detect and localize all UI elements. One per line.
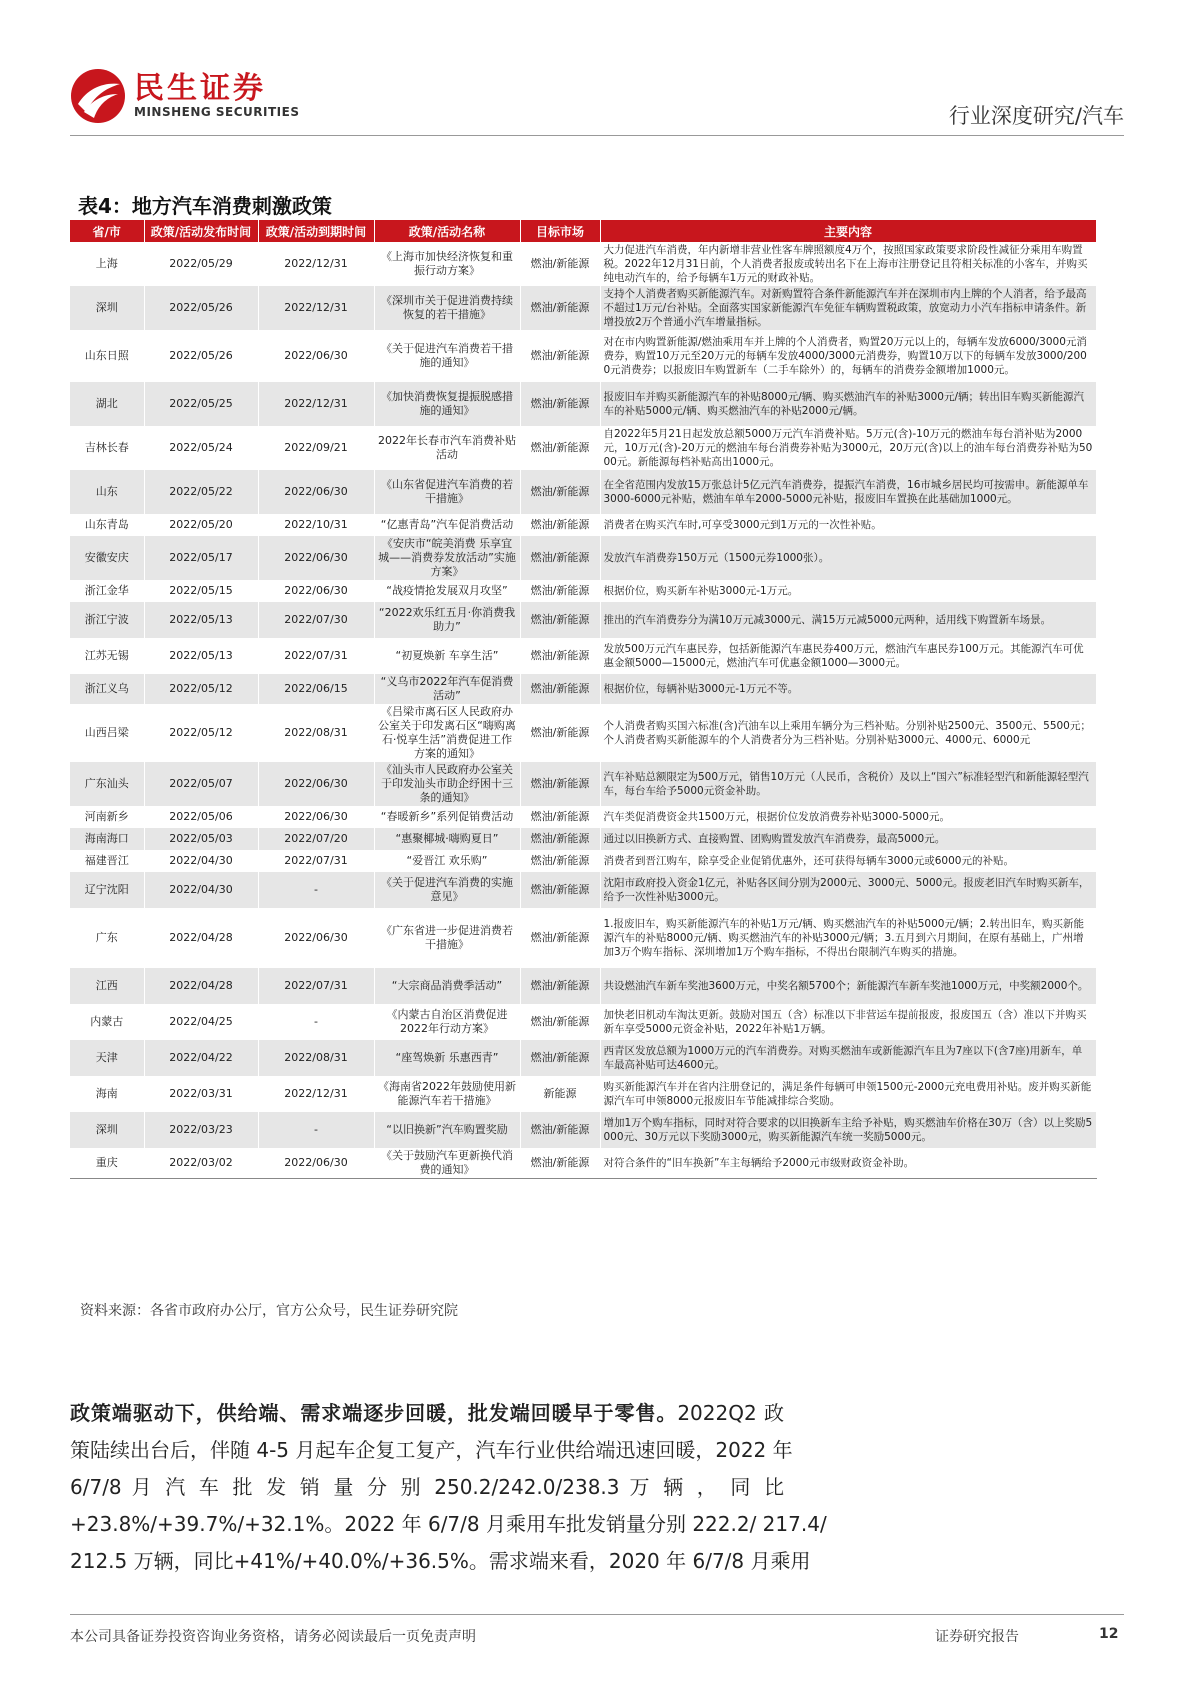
region-cell: 上海 [70,242,144,286]
policy-name-cell: 《海南省2022年鼓励使用新能源汽车若干措施》 [374,1076,520,1112]
content-cell: 通过以旧换新方式、直接购置、团购购置发放汽车消费券，最高5000元。 [600,828,1096,850]
end-date-cell: 2022/07/31 [258,638,374,674]
region-cell: 山东 [70,470,144,514]
region-cell: 内蒙古 [70,1004,144,1040]
end-date-cell: 2022/06/30 [258,470,374,514]
region-cell: 浙江宁波 [70,602,144,638]
end-date-cell: - [258,1112,374,1148]
region-cell: 重庆 [70,1148,144,1179]
target-market-cell: 燃油/新能源 [520,704,600,762]
source-note: 资料来源：各省市政府办公厅，官方公众号，民生证券研究院 [80,1303,458,1319]
region-cell: 深圳 [70,286,144,330]
content-cell: 消费者到晋江购车，除享受企业促销优惠外，还可获得每辆车3000元或6000元的补贴。 [600,850,1096,872]
release-date-cell: 2022/05/07 [144,762,258,806]
table-title: 表4：地方汽车消费刺激政策 [78,194,332,218]
table-row [70,1004,1096,1040]
target-market-cell: 燃油/新能源 [520,638,600,674]
region-cell: 浙江义乌 [70,674,144,704]
release-date-cell: 2022/05/12 [144,674,258,704]
table-row [70,470,1096,514]
end-date-cell: 2022/06/30 [258,536,374,580]
policy-name-cell: “大宗商品消费季活动” [374,968,520,1004]
region-cell: 江苏无锡 [70,638,144,674]
content-cell: 共设燃油汽车新车奖池3600万元，中奖名额5700个；新能源汽车新车奖池1000万元，中奖额2000个。 [600,968,1096,1004]
end-date-cell: 2022/06/30 [258,806,374,828]
content-cell: 增加1万个购车指标，同时对符合要求的以旧换新车主给予补贴，购买燃油车价格在30万（含）以上奖励5000元、30万元以下奖励3000元，购买新能源汽车统一奖励5000元。 [600,1112,1096,1148]
table-row [70,330,1096,382]
end-date-cell: 2022/07/30 [258,602,374,638]
target-market-cell: 燃油/新能源 [520,1040,600,1076]
release-date-cell: 2022/05/29 [144,242,258,286]
content-cell: 1.报废旧车，购买新能源汽车的补贴1万元/辆、购买燃油汽车的补贴5000元/辆；2.转出旧车，购买新能源汽车的补贴8000元/辆、购买燃油汽车的补贴3000元/辆；3.五月到六月期间，在原有基础上，广州增加3万个购车指标、深圳增加1万个购车指标，不得出台限制汽车购买的措施。 [600,908,1096,968]
content-cell: 加快老旧机动车淘汰更新。鼓励对国五（含）标准以下非营运车提前报废，报废国五（含）准以下并购买新车享受5000元资金补贴，2022年补贴1万辆。 [600,1004,1096,1040]
paragraph-line-3: +23.8%/+39.7%/+32.1%。2022 年 6/7/8 月乘用车批发销量分别 222.2/ 217.4/ [70,1512,827,1536]
table-row [70,872,1096,908]
content-cell: 支持个人消费者购买新能源汽车。对新购置符合条件新能源汽车并在深圳市内上牌的个人消者，给予最高不超过1万元/台补贴。全面落实国家新能源汽车免征车辆购置税政策，放宽动力小汽车指标申请条件。新增投放2万个普通小汽车增量指标。 [600,286,1096,330]
paragraph-lead: 政策端驱动下，供给端、需求端逐步回暖，批发端回暖早于零售。 [70,1401,678,1425]
policy-name-cell: “春暖新乡”系列促销费活动 [374,806,520,828]
table-row [70,514,1096,536]
table-row [70,1040,1096,1076]
table-row [70,968,1096,1004]
logo-chinese-name: 民生证券 [134,71,266,106]
table-row [70,602,1096,638]
policy-name-cell: 《安庆市“皖美消费 乐享宜城——消费券发放活动”实施方案》 [374,536,520,580]
table-row [70,850,1096,872]
table-row [70,1076,1096,1112]
content-cell: 消费者在购买汽车时,可享受3000元到1万元的一次性补贴。 [600,514,1096,536]
content-cell: 推出的汽车消费券分为满10万元减3000元、满15万元减5000元两种，适用线下购置新车场景。 [600,602,1096,638]
body-paragraph [70,1395,827,1580]
region-cell: 山东青岛 [70,514,144,536]
end-date-cell: 2022/08/31 [258,1040,374,1076]
region-cell: 天津 [70,1040,144,1076]
release-date-cell: 2022/03/02 [144,1148,258,1179]
header-divider [70,135,1124,136]
policy-name-cell: “义乌市2022年汽车促消费活动” [374,674,520,704]
table-row [70,382,1096,426]
page-number: 12 [1099,1626,1119,1642]
target-market-cell: 燃油/新能源 [520,382,600,426]
column-header: 目标市场 [520,220,600,242]
table-row [70,638,1096,674]
policy-name-cell: “战疫情抢发展双月攻坚” [374,580,520,602]
content-cell: 发放500万元汽车惠民券，包括新能源汽车惠民券400万元，燃油汽车惠民券100万元。其能源汽车可优惠金额5000—15000元，燃油汽车可优惠金额1000—3000元。 [600,638,1096,674]
paragraph-line-4: 212.5 万辆，同比+41%/+40.0%/+36.5%。需求端来看，2020 年 6/7/8 月乘用 [70,1549,811,1573]
release-date-cell: 2022/05/26 [144,330,258,382]
table-row [70,286,1096,330]
minsheng-logo-icon [70,68,126,124]
content-cell: 根据价位，购买新车补贴3000元-1万元。 [600,580,1096,602]
release-date-cell: 2022/05/12 [144,704,258,762]
target-market-cell: 燃油/新能源 [520,850,600,872]
policy-name-cell: 《山东省促进汽车消费的若干措施》 [374,470,520,514]
column-header: 政策/活动到期时间 [258,220,374,242]
target-market-cell: 燃油/新能源 [520,872,600,908]
end-date-cell: 2022/12/31 [258,242,374,286]
release-date-cell: 2022/05/26 [144,286,258,330]
footer-report-type: 证券研究报告 [935,1629,1019,1645]
release-date-cell: 2022/04/30 [144,850,258,872]
region-cell: 河南新乡 [70,806,144,828]
end-date-cell: 2022/08/31 [258,704,374,762]
target-market-cell: 燃油/新能源 [520,470,600,514]
table-row [70,828,1096,850]
footer-disclaimer: 本公司具备证券投资咨询业务资格，请务必阅读最后一页免责声明 [70,1629,476,1645]
target-market-cell: 燃油/新能源 [520,762,600,806]
target-market-cell: 燃油/新能源 [520,242,600,286]
end-date-cell: 2022/06/30 [258,330,374,382]
minsheng-logo [70,68,300,124]
policy-name-cell: “惠聚椰城·嗨购夏日” [374,828,520,850]
table-row [70,674,1096,704]
column-header: 政策/活动发布时间 [144,220,258,242]
end-date-cell: 2022/12/31 [258,286,374,330]
release-date-cell: 2022/05/13 [144,602,258,638]
target-market-cell: 燃油/新能源 [520,674,600,704]
table-row [70,1112,1096,1148]
content-cell: 自2022年5月21日起发放总额5000万元汽车消费补贴。5万元(含)-10万元的燃油车每台消补贴为2000元，10万元(含)-20万元的燃油车每台消费券补贴为3000元，20万元(含)以上的油车每台消费券补贴为5000元。新能源每档补贴高出1000元。 [600,426,1096,470]
release-date-cell: 2022/05/03 [144,828,258,850]
release-date-cell: 2022/05/13 [144,638,258,674]
policy-name-cell: 《关于促进汽车消费的实施意见》 [374,872,520,908]
content-cell: 购买新能源汽车并在省内注册登记的，满足条件每辆可申领1500元-2000元充电费用补贴。废并购买新能源汽车可申领8000元报废旧车节能减排综合奖励。 [600,1076,1096,1112]
table-row [70,536,1096,580]
end-date-cell: 2022/09/21 [258,426,374,470]
column-header: 政策/活动名称 [374,220,520,242]
target-market-cell: 燃油/新能源 [520,286,600,330]
end-date-cell: - [258,1004,374,1040]
region-cell: 海南海口 [70,828,144,850]
region-cell: 深圳 [70,1112,144,1148]
end-date-cell: - [258,872,374,908]
policy-name-cell: 《加快消费恢复提振脱感措施的通知》 [374,382,520,426]
table-row [70,1148,1096,1179]
target-market-cell: 燃油/新能源 [520,426,600,470]
release-date-cell: 2022/05/15 [144,580,258,602]
table-header-row [70,220,1096,242]
target-market-cell: 燃油/新能源 [520,828,600,850]
region-cell: 福建晋江 [70,850,144,872]
region-cell: 吉林长春 [70,426,144,470]
policy-name-cell: 《上海市加快经济恢复和重振行动方案》 [374,242,520,286]
target-market-cell: 燃油/新能源 [520,1148,600,1179]
release-date-cell: 2022/05/20 [144,514,258,536]
release-date-cell: 2022/04/28 [144,968,258,1004]
column-header: 主要内容 [600,220,1096,242]
table-row [70,242,1096,286]
content-cell: 个人消费者购买国六标准(含)汽油车以上乘用车辆分为三档补贴。分别补贴2500元、3500元、5500元；个人消费者购买新能源车的个人消费者分为三档补贴。分别补贴3000元、4000元、6000元 [600,704,1096,762]
region-cell: 山东日照 [70,330,144,382]
target-market-cell: 新能源 [520,1076,600,1112]
logo-english-name: MINSHENG SECURITIES [134,105,300,119]
table-row [70,806,1096,828]
paragraph-line-0: 2022Q2 政 [677,1401,784,1425]
content-cell: 报废旧车并购买新能源汽车的补贴8000元/辆、购买燃油汽车的补贴3000元/辆；转出旧车购买新能源汽车的补贴5000元/辆、购买燃油汽车的补贴2000元/辆。 [600,382,1096,426]
policy-name-cell: 《汕头市人民政府办公室关于印发汕头市助企纾困十三条的通知》 [374,762,520,806]
report-category: 行业深度研究/汽车 [948,104,1124,128]
end-date-cell: 2022/12/31 [258,1076,374,1112]
target-market-cell: 燃油/新能源 [520,514,600,536]
end-date-cell: 2022/06/30 [258,908,374,968]
content-cell: 汽车补贴总额限定为500万元，销售10万元（人民币，含税价）及以上“国六”标准轻型汽和新能源轻型汽车，每台车给予5000元资金补助。 [600,762,1096,806]
target-market-cell: 燃油/新能源 [520,1112,600,1148]
table-row [70,580,1096,602]
release-date-cell: 2022/05/25 [144,382,258,426]
region-cell: 海南 [70,1076,144,1112]
policy-name-cell: 《广东省进一步促进消费若干措施》 [374,908,520,968]
table-row [70,762,1096,806]
release-date-cell: 2022/03/23 [144,1112,258,1148]
content-cell: 根据价位，每辆补贴3000元-1万元不等。 [600,674,1096,704]
region-cell: 安徽安庆 [70,536,144,580]
target-market-cell: 燃油/新能源 [520,580,600,602]
end-date-cell: 2022/06/15 [258,674,374,704]
policy-name-cell: 2022年长春市汽车消费补贴活动 [374,426,520,470]
content-cell: 对符合条件的“旧车换新”车主每辆给予2000元市级财政资金补助。 [600,1148,1096,1179]
content-cell: 对在市内购置新能源/燃油乘用车并上牌的个人消费者，购置20万元以上的，每辆车发放6000/3000元消费券，购置10万元至20万元的每辆车发放4000/3000元消费券，购置10万以下的每辆车发放3000/2000元消费券；以报废旧车购置新车（二手车除外）的，每辆车的消费券金额增加1000元。 [600,330,1096,382]
target-market-cell: 燃油/新能源 [520,1004,600,1040]
footer-divider [70,1614,1124,1615]
release-date-cell: 2022/05/22 [144,470,258,514]
end-date-cell: 2022/07/31 [258,968,374,1004]
policy-name-cell: 《内蒙古自治区消费促进2022年行动方案》 [374,1004,520,1040]
end-date-cell: 2022/12/31 [258,382,374,426]
content-cell: 大力促进汽车消费，年内新增非营业性客车牌照额度4万个，按照国家政策要求阶段性减征分乘用车购置税。2022年12月31日前，个人消费者报废或转出名下在上海市注册登记且符相关标准的小客车，并购买纯电动汽车的，给予每辆车1万元的财政补贴。 [600,242,1096,286]
policy-name-cell: 《关于促进汽车消费若干措施的通知》 [374,330,520,382]
release-date-cell: 2022/04/28 [144,908,258,968]
paragraph-line-1: 策陆续出台后，伴随 4-5 月起车企复工复产，汽车行业供给端迅速回暖，2022 年 [70,1438,793,1462]
end-date-cell: 2022/06/30 [258,580,374,602]
policy-name-cell: “初夏焕新 车享生活” [374,638,520,674]
content-cell: 西青区发放总额为1000万元的汽车消费券。对购买燃油车或新能源汽车且为7座以下(含7座)用新车，单车最高补贴可达4600元。 [600,1040,1096,1076]
region-cell: 江西 [70,968,144,1004]
release-date-cell: 2022/04/30 [144,872,258,908]
region-cell: 山西吕梁 [70,704,144,762]
policy-name-cell: 《关于鼓励汽车更新换代消费的通知》 [374,1148,520,1179]
release-date-cell: 2022/05/06 [144,806,258,828]
target-market-cell: 燃油/新能源 [520,330,600,382]
content-cell: 汽车类促消费资金共1500万元，根据价位发放消费券补贴3000-5000元。 [600,806,1096,828]
policy-name-cell: “2022欢乐红五月·你消费我助力” [374,602,520,638]
policy-name-cell: 《吕梁市离石区人民政府办公室关于印发离石区“嗨购离石·悦享生活”消费促进工作方案的通知》 [374,704,520,762]
target-market-cell: 燃油/新能源 [520,968,600,1004]
release-date-cell: 2022/04/22 [144,1040,258,1076]
policy-name-cell: “座驾焕新 乐惠西青” [374,1040,520,1076]
release-date-cell: 2022/05/17 [144,536,258,580]
end-date-cell: 2022/06/30 [258,762,374,806]
region-cell: 广东 [70,908,144,968]
region-cell: 辽宁沈阳 [70,872,144,908]
region-cell: 湖北 [70,382,144,426]
table-row [70,908,1096,968]
release-date-cell: 2022/03/31 [144,1076,258,1112]
column-header: 省/市 [70,220,144,242]
policy-name-cell: “以旧换新”汽车购置奖励 [374,1112,520,1148]
region-cell: 广东汕头 [70,762,144,806]
target-market-cell: 燃油/新能源 [520,806,600,828]
target-market-cell: 燃油/新能源 [520,536,600,580]
end-date-cell: 2022/10/31 [258,514,374,536]
content-cell: 沈阳市政府投入资金1亿元，补贴各区间分别为2000元、3000元、5000元。报废老旧汽车时购买新车，给予一次性补贴3000元。 [600,872,1096,908]
policy-name-cell: “亿惠青岛”汽车促消费活动 [374,514,520,536]
policy-name-cell: “爱晋江 欢乐购” [374,850,520,872]
policy-name-cell: 《深圳市关于促进消费持续恢复的若干措施》 [374,286,520,330]
release-date-cell: 2022/04/25 [144,1004,258,1040]
end-date-cell: 2022/07/20 [258,828,374,850]
table-row [70,704,1096,762]
release-date-cell: 2022/05/24 [144,426,258,470]
target-market-cell: 燃油/新能源 [520,908,600,968]
target-market-cell: 燃油/新能源 [520,602,600,638]
end-date-cell: 2022/07/31 [258,850,374,872]
paragraph-line-2: 6/7/8 月 汽 车 批 发 销 量 分 别 250.2/242.0/238.3 万 辆 ， 同 比 [70,1475,784,1499]
policy-table [70,220,1097,1179]
content-cell: 在全省范围内发放15万张总计5亿元汽车消费券，提振汽车消费，16市城乡居民均可按需申。新能源单车3000-6000元补贴，燃油车单车2000-5000元补贴，报废旧车置换在此基础加1000元。 [600,470,1096,514]
content-cell: 发放汽车消费券150万元（1500元券1000张）。 [600,536,1096,580]
table-row [70,426,1096,470]
region-cell: 浙江金华 [70,580,144,602]
end-date-cell: 2022/06/30 [258,1148,374,1179]
